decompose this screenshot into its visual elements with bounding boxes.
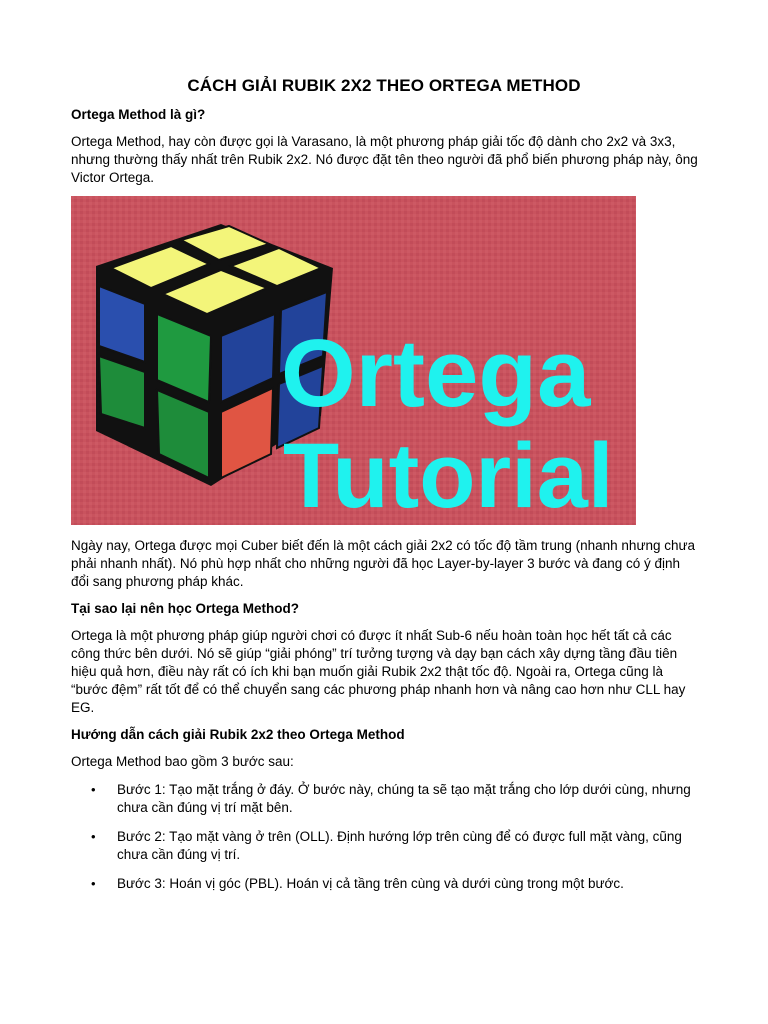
ortega-tutorial-image [71, 196, 636, 525]
step-text: Bước 2: Tạo mặt vàng ở trên (OLL). Định hướng lớp trên cùng để có được full mặt vàng, cũng chưa cần đúng vị trí. [117, 829, 682, 862]
list-item [71, 828, 711, 864]
bullet-icon: • [91, 782, 96, 797]
heading-what-is-ortega: Ortega Method là gì? [71, 107, 206, 122]
steps-list [71, 781, 711, 904]
image-text-tutorial: Tutorial [283, 425, 614, 525]
paragraph-why-learn: Ortega là một phương pháp giúp người chơi có được ít nhất Sub-6 nếu hoàn toàn học hết tất cả các công thức bên dưới. Nó sẽ giúp “giải phóng” trí tưởng tượng và dạy bạn cách xây dựng tầng đầu tiên hiệu quả hơn, điều này rất có ích khi bạn muốn giải Rubik 2x2 thật tốc độ. Ngoài ra, Ortega cũng là “bước đệm” rất tốt để có thể chuyển sang các phương pháp nhanh hơn và nâng cao hơn như CLL hay EG. [71, 628, 686, 715]
step-text: Bước 1: Tạo mặt trắng ở đáy. Ở bước này, chúng ta sẽ tạo mặt trắng cho lớp dưới cùng, nhưng chưa cần đúng vị trí mặt bên. [117, 782, 691, 815]
page-title: CÁCH GIẢI RUBIK 2X2 THEO ORTEGA METHOD [187, 76, 581, 95]
list-item [71, 781, 711, 817]
heading-why-learn: Tại sao lại nên học Ortega Method? [71, 601, 300, 616]
paragraph-nowadays: Ngày nay, Ortega được mọi Cuber biết đến là một cách giải 2x2 có tốc độ tầm trung (nhanh nhưng chưa phải nhanh nhất). Nó phù hợp nhất cho những người đã học Layer-by-layer 3 bước và đang có ý định đổi sang phương pháp khác. [71, 538, 696, 589]
paragraph-steps-intro: Ortega Method bao gồm 3 bước sau: [71, 754, 294, 769]
step-text: Bước 3: Hoán vị góc (PBL). Hoán vị cả tầng trên cùng và dưới cùng trong một bước. [117, 876, 624, 891]
list-item [71, 875, 711, 893]
paragraph-intro: Ortega Method, hay còn được gọi là Varasano, là một phương pháp giải tốc độ dành cho 2x2 và 3x3, nhưng thường thấy nhất trên Rubik 2x2. Nó được đặt tên theo người đã phổ biến phương pháp này, ông Victor Ortega. [71, 134, 698, 185]
bullet-icon: • [91, 829, 96, 844]
bullet-icon: • [91, 876, 96, 891]
heading-guide: Hướng dẫn cách giải Rubik 2x2 theo Ortega Method [71, 727, 405, 742]
image-text-ortega: Ortega [281, 320, 591, 427]
